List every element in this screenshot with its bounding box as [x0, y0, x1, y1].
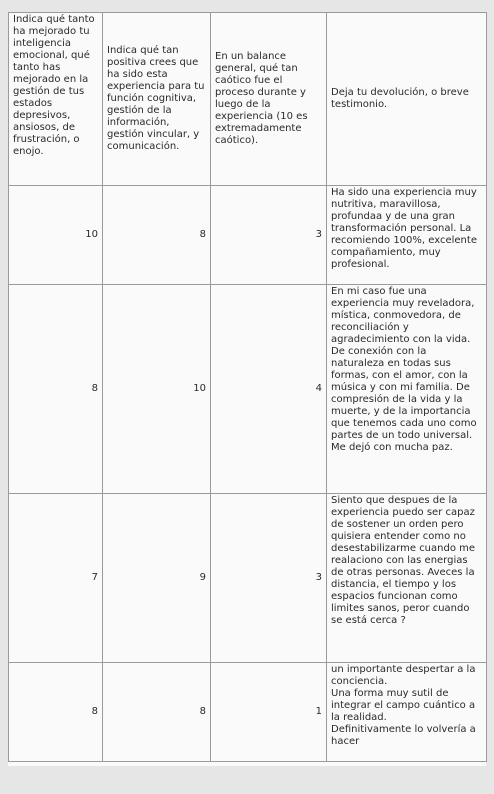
cell-testimonio: Siento que despues de la experiencia puedo ser capaz de sostener un orden pero quisiera entender como no desestabilizarme cuando me realaciono con las energias de otras personas. Aveces la distancia, el tiempo y los espacios funcionan como limites sanos, peror cuando se está cerca ? [327, 494, 487, 663]
cell-testimonio: Ha sido una experiencia muy nutritiva, maravillosa, profundaa y de una gran transformación personal. La recomiendo 100%, excelente compañamiento, muy profesional. [327, 186, 487, 285]
cell-caotico: 1 [211, 663, 327, 762]
header-cognitiva: Indica qué tan positiva crees que ha sido esta experiencia para tu función cognitiva, gestión de la información, gestión vincular, y comunicación. [103, 13, 211, 186]
table-row [9, 663, 487, 762]
cell-cognitiva: 8 [103, 186, 211, 285]
cell-emocional: 8 [9, 663, 103, 762]
table-row [9, 494, 487, 663]
cell-cognitiva: 8 [103, 663, 211, 762]
table-row [9, 285, 487, 494]
cell-caotico: 4 [211, 285, 327, 494]
header-emocional: Indica qué tanto ha mejorado tu inteligencia emocional, qué tanto has mejorado en la gestión de tus estados depresivos, ansiosos, de frustración, o enojo. [9, 13, 103, 186]
header-row [9, 13, 487, 186]
cell-emocional: 7 [9, 494, 103, 663]
table-row [9, 186, 487, 285]
cell-cognitiva: 9 [103, 494, 211, 663]
document-page [8, 12, 486, 766]
cell-testimonio: un importante despertar a la conciencia. Una forma muy sutil de integrar el campo cuántico a la realidad. Definitivamente lo volvería a hacer [327, 663, 487, 762]
cell-caotico: 3 [211, 494, 327, 663]
header-testimonio: Deja tu devolución, o breve testimonio. [327, 13, 487, 186]
cell-emocional: 10 [9, 186, 103, 285]
header-caotico: En un balance general, qué tan caótico fue el proceso durante y luego de la experiencia (10 es extremadamente caótico). [211, 13, 327, 186]
cell-cognitiva: 10 [103, 285, 211, 494]
survey-table [8, 12, 487, 762]
cell-testimonio: En mi caso fue una experiencia muy reveladora, mística, conmovedora, de reconciliación y agradecimiento con la vida. De conexión con la naturaleza en todas sus formas, con el amor, con la música y con mi familia. De compresión de la vida y la muerte, y de la importancia que tenemos cada uno como partes de un todo universal. Me dejó con mucha paz. [327, 285, 487, 494]
cell-caotico: 3 [211, 186, 327, 285]
cell-emocional: 8 [9, 285, 103, 494]
